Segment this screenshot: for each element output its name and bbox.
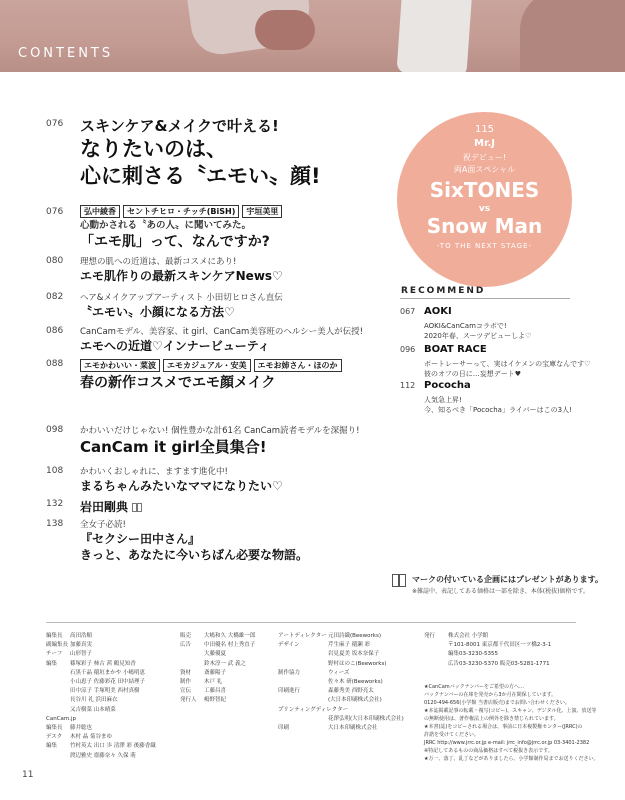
credit-names: 広告03-3230-5370 販売03-5281-1771: [448, 660, 550, 667]
recommend-line: 人気急上昇!: [424, 396, 462, 404]
page-number: 108: [46, 466, 64, 476]
credit-role: デスク: [46, 734, 63, 741]
page-number: 132: [46, 499, 64, 509]
credit-names: 木村 晶 菊谷まゆ: [70, 734, 112, 741]
credit-row: [180, 669, 255, 678]
credit-row: [278, 715, 404, 724]
credit-role: 編集: [46, 743, 58, 750]
credit-names: ウィーズ: [328, 669, 350, 676]
entry-title: 「エモ肌」って、なんですか?: [80, 234, 270, 250]
page-number: 086: [46, 326, 64, 336]
recommend-rule: [400, 298, 570, 299]
credit-row: [180, 641, 255, 650]
credit-row: [180, 632, 255, 641]
credit-note: ★万一、落丁、乱丁などがありましたら、小学館制作局までお送りください。: [424, 756, 599, 762]
recommend-line: 今、知るべき「Pococha」ライバーはこの3人!: [424, 406, 572, 414]
feature-circle[interactable]: [397, 112, 572, 287]
tag: 弘中綾香: [80, 205, 120, 218]
credits-col-2: [180, 632, 255, 706]
present-line2: ※雑誌中、表記してある価格は一部を除き、本体(税抜)価格です。: [412, 588, 589, 595]
credit-names: 高田浩順: [70, 633, 93, 639]
credit-row: [46, 706, 156, 715]
present-icon: [132, 503, 142, 512]
credit-names: 工藤昌喜: [204, 688, 227, 695]
credit-row: [278, 669, 404, 678]
entry-lead: 全女子必読!: [80, 520, 126, 530]
page-number: 138: [46, 519, 64, 529]
credit-role: 制作協力: [278, 669, 301, 676]
credit-names: 芹生麻子 稲瀬 彩: [328, 642, 370, 649]
credits-col-1: [46, 632, 156, 761]
credit-note: ※特記してあるものの商品価格はすべて税抜き表示です。: [424, 748, 553, 754]
credit-note: バックナンバーの在庫を発売から3か月在間保しています。: [424, 692, 557, 698]
entry-title-line1: 『セクシー田中さん』: [80, 532, 201, 546]
page-number: 076: [46, 207, 64, 217]
credits-rule: [46, 622, 576, 623]
recommend-line: 2020年春、スーツデビューしよ♡: [424, 332, 532, 340]
credit-names: 嶋野智紀: [204, 697, 227, 704]
credit-row: [180, 660, 255, 669]
photo-sleeve: [396, 0, 473, 72]
page-number: 098: [46, 425, 64, 435]
credit-row: [46, 650, 156, 659]
credit-names: 野村はのこ(Beeworks): [328, 660, 387, 667]
credit-role: [46, 706, 70, 715]
credit-role: [278, 660, 328, 669]
credit-row: [180, 650, 255, 659]
recommend-name: AOKI: [424, 306, 452, 317]
credit-row: [46, 752, 156, 761]
credit-names: 中田優名 村上秀直子: [204, 642, 256, 649]
entry-title: エモへの近道♡インナービューティ: [80, 339, 270, 353]
credit-row: [46, 742, 156, 751]
credit-role: [46, 687, 70, 696]
credit-role: デザイン: [278, 642, 300, 649]
credit-role: 資材: [180, 669, 192, 676]
credit-note: JRRC http://www.jrrc.or.jp e-mail: jrrc_info@jrrc.or.jp 03-3401-2382: [424, 740, 590, 746]
credit-role: 宣伝: [180, 688, 192, 695]
credit-names: 大嶋和久 大橋雄一郎: [204, 633, 256, 639]
contents-title: CONTENTS: [18, 46, 114, 61]
entry-title: 〝エモい〟小顔になる方法♡: [80, 305, 235, 319]
credit-names: 佐々木 研(Beeworks): [328, 679, 383, 686]
entry-title-text: 岩田剛典: [80, 500, 129, 514]
page-folio: 11: [22, 770, 34, 780]
recommend-name: BOAT RACE: [424, 344, 487, 355]
credit-names: 斎藤陽子: [204, 669, 227, 676]
page-number: 088: [46, 359, 64, 369]
credit-row: [278, 660, 404, 669]
credit-role: 印刷: [278, 725, 290, 732]
tag: エモかわいい・菜波: [80, 359, 160, 372]
credit-role: [46, 696, 70, 705]
credits-col-3: [278, 632, 404, 733]
recommend-name: Pococha: [424, 380, 471, 391]
recommend-title: RECOMMEND: [401, 286, 486, 296]
credit-row: [180, 696, 255, 705]
credit-row: [278, 650, 404, 659]
credit-row: [424, 660, 551, 669]
credit-row: [278, 632, 404, 641]
credit-names: 木戸 礼: [204, 679, 223, 686]
present-icon: [392, 574, 406, 587]
credit-role: [180, 660, 204, 669]
credit-row: [180, 678, 255, 687]
entry-lead: 心動かされる〝あの人〟に聞いてみた。: [80, 220, 252, 231]
entry-lead: かわいいだけじゃない! 個性豊かな計61名 CanCam読者モデルを深掘り!: [80, 426, 360, 436]
credit-row: [46, 715, 156, 724]
recommend-page: 112: [400, 381, 416, 390]
credit-names: 大日本印刷株式会社: [328, 725, 378, 732]
credit-row: [46, 733, 156, 742]
entry-title: 春の新作コスメでエモ顔メイク: [80, 375, 276, 391]
credit-names: 田中涼子 手塚明美 西村真樹: [70, 688, 140, 695]
credit-row: [424, 641, 551, 650]
entry-title: まるちゃんみたいなママになりたい♡: [80, 479, 283, 493]
tag-list: [80, 359, 380, 372]
entry-lead: ヘア&メイクアップアーティスト 小田切ヒロさん直伝: [80, 293, 283, 303]
credit-names: 山形智子: [70, 651, 93, 658]
credit-role: CanCam.jp: [46, 715, 77, 722]
present-line1: マークの付いている企画にはプレゼントがあります。: [412, 575, 604, 584]
credit-role: 販売: [180, 633, 192, 639]
credit-role: [278, 696, 328, 705]
credit-row: [46, 687, 156, 696]
recommend-line: ボートレーサーって、実はイケメンの宝庫なんです♡: [424, 360, 591, 368]
credit-row: [278, 696, 404, 705]
credit-row: [424, 650, 551, 659]
credit-role: 制作: [180, 679, 192, 686]
credit-names: 株式会社 小学館: [448, 633, 489, 639]
credit-role: 編集長: [46, 725, 63, 732]
credit-role: [424, 641, 448, 650]
credit-row: [46, 669, 156, 678]
credit-row: [46, 724, 156, 733]
page-number: 082: [46, 292, 64, 302]
credit-names: 大藤優夏: [204, 651, 227, 658]
entry-title: エモ肌作りの最新スキンケアNews♡: [80, 269, 283, 283]
tag: エモカジュアル・安美: [163, 359, 251, 372]
credit-role: [46, 678, 70, 687]
credit-names: 小山恵子 佐藤彩花 田中結理子: [70, 679, 145, 686]
credits-notes: [424, 683, 599, 763]
page-number: 080: [46, 256, 64, 266]
tag-list: [80, 205, 380, 218]
entry-title: [80, 499, 380, 515]
recommend-page: 067: [400, 307, 416, 316]
credit-role: [424, 660, 448, 669]
credit-role: 発行: [424, 633, 436, 639]
credit-role: [180, 650, 204, 659]
recommend-page: 096: [400, 345, 416, 354]
feature-main1: SixTONES: [429, 178, 540, 202]
credit-role: チーフ: [46, 651, 63, 658]
recommend-line: AOKI&CanCamコラボで!: [424, 322, 507, 330]
credit-names: 森藤秀美 西野亮太: [328, 688, 374, 695]
credit-row: [278, 706, 404, 715]
credit-row: [180, 687, 255, 696]
credit-names: 篠塚彩子 柿古 茜 鶴見知香: [70, 660, 136, 667]
credit-names: 花澤弘明(大日本印刷株式会社): [328, 715, 404, 722]
credit-names: 〒101-8001 東京都千代田区一ツ橋2-3-1: [448, 642, 552, 649]
credit-row: [424, 632, 551, 641]
credit-names: 鈴木淳一 武 義之: [204, 660, 246, 667]
credit-note: の無断使用は、著作権法上の例外を除き禁じられています。: [424, 716, 559, 722]
credit-row: [278, 641, 404, 650]
credit-row: [46, 678, 156, 687]
credit-note: ★本書(誌)をコピーされる場合は、事前に日本複製権センター(JRRC)の: [424, 724, 583, 730]
credit-names: 竹村英太 出口 歩 清澤 彩 後藤香織: [70, 743, 156, 750]
photo-shadow: [520, 0, 625, 72]
recommend-line: 彼のオフの日に…妄想デート♥: [424, 370, 522, 378]
credit-role: 発行人: [180, 697, 197, 704]
credits-col-4: [424, 632, 551, 669]
credit-names: 長谷川 礼 浜田麻衣: [70, 697, 118, 704]
credit-names: (大日本印刷株式会社): [328, 697, 382, 704]
credit-role: [278, 678, 328, 687]
credit-note: ★本誌掲載記事の転載・複写(コピー)、スキャン、デジタル化、上演、放送等: [424, 708, 597, 714]
feature-vs: vs: [478, 204, 491, 214]
credit-role: 広告: [180, 642, 192, 649]
credit-note: 許諾を受けてください。: [424, 732, 480, 738]
credit-names: 加藤真実: [70, 642, 93, 649]
tag: 宇垣美里: [242, 205, 282, 218]
credit-note: ★CanCamバックナンバーをご希望の方へ…: [424, 684, 525, 690]
tag: エモお姉さん・ほのか: [254, 359, 342, 372]
credit-role: [424, 650, 448, 659]
credit-role: 編集: [46, 660, 58, 667]
entry-lead: かわいくおしゃれに、ますます進化中!: [80, 467, 228, 477]
header-photo-band: [0, 0, 625, 72]
credit-names: 元田詩織(Beeworks): [328, 633, 382, 639]
credit-row: [278, 724, 404, 733]
feature-stage: -TO THE NEXT STAGE-: [436, 242, 533, 250]
feature-sub2: 両A面スペシャル: [453, 165, 516, 174]
credit-names: 藤井聡也: [70, 725, 93, 732]
entry-title-line2: 心に刺さる〝エモい〟顔!: [80, 164, 321, 188]
credit-row: [278, 678, 404, 687]
credit-role: [46, 669, 70, 678]
feature-name: Mr.J: [474, 138, 495, 149]
credit-names: 岩見夏美 坂本奈保子: [328, 651, 380, 658]
credit-row: [46, 641, 156, 650]
credit-role: プリンティングディレクター: [278, 706, 349, 713]
credit-role: [278, 650, 328, 659]
entry-lead: スキンケア&メイクで叶える!: [80, 117, 279, 135]
entry-lead: 理想の肌への近道は、最新コスメにあり!: [80, 257, 237, 267]
entry-title: CanCam it girl全員集合!: [80, 438, 267, 456]
credit-role: [278, 715, 328, 724]
feature-sub1: 祝デビュー!: [462, 153, 507, 162]
entry-title-line2: きっと、あなたに今いちばん必要な物語。: [80, 548, 309, 562]
credit-role: 編集長: [46, 633, 63, 639]
credit-row: [46, 696, 156, 705]
credit-row: [278, 687, 404, 696]
photo-hand: [255, 10, 315, 50]
credit-row: [46, 632, 156, 641]
credit-names: 編集03-3230-5355: [448, 651, 498, 658]
credit-role: アートディレクター: [278, 633, 327, 639]
page-number: 076: [46, 119, 64, 129]
feature-page: 115: [474, 124, 495, 135]
credit-role: [46, 752, 70, 761]
credit-row: [46, 660, 156, 669]
feature-main2: Snow Man: [426, 214, 543, 238]
credit-role: 副編集長: [46, 642, 69, 649]
credit-note: 0120-494-656(小学館 当書店販売)までお問い合わせください。: [424, 700, 570, 706]
entry-lead: CanCamモデル、美容家、it girl、CanCam美容班のヘルシー美人が伝授!: [80, 327, 364, 337]
credit-names: 又吉樹菜 山本晴菜: [70, 706, 116, 713]
tag: セントチヒロ・チッチ(BiSH): [123, 205, 239, 218]
credit-role: 印刷進行: [278, 688, 301, 695]
credit-names: 石黒千晶 稲垣まかや 小嶋明恵: [70, 669, 145, 676]
credit-names: 渡辺雅史 齋藤奈々 久保 萌: [70, 752, 136, 759]
entry-title-line1: なりたいのは、: [80, 137, 227, 161]
